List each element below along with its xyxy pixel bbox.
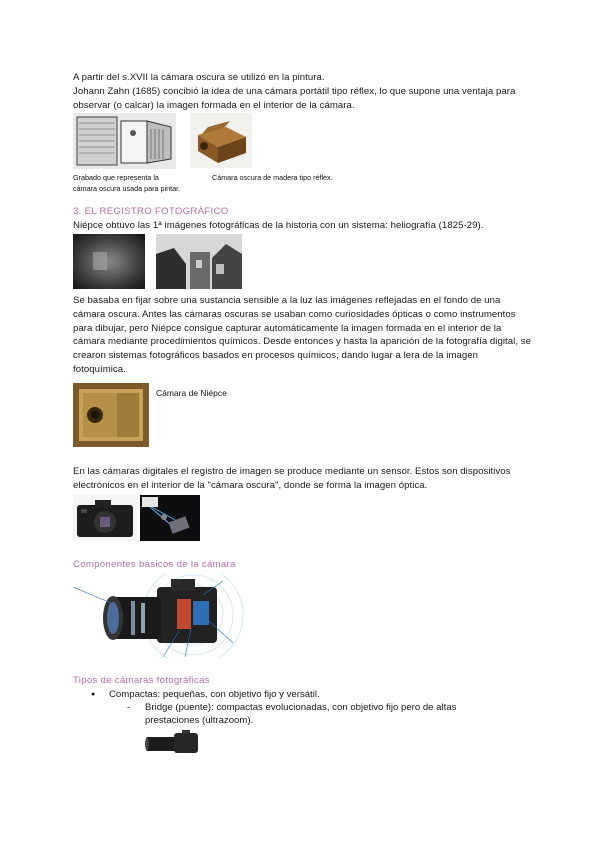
bridge-camera-image	[144, 730, 200, 754]
heliography-image-1	[73, 234, 145, 289]
wooden-camera-caption: Cámara oscura de madera tipo réflex.	[212, 173, 333, 182]
section-3-title: 3. EL REGISTRO FOTOGRÁFICO	[73, 206, 229, 217]
engraving-caption: Grabado que representa la cámara oscura usada para pintar.	[73, 173, 181, 193]
heliography-image-2	[156, 234, 242, 289]
bullet-marker: ●	[91, 691, 96, 698]
sensor-diagram-image	[140, 495, 200, 541]
wooden-reflex-camera-image	[190, 113, 252, 168]
bridge-item: Bridge (puente): compactas evolucionadas, con objetivo fijo pero de altas prestaciones (ultrazoom).	[145, 702, 457, 726]
camera-obscura-engraving-image	[73, 113, 176, 169]
components-title: Componentes básicos de la cámara	[73, 559, 236, 570]
niepce-camera-caption: Cámara de Niépce	[156, 388, 227, 398]
camera-types-title: Tipos de cámaras fotográficas	[73, 675, 210, 686]
dash-marker: -	[127, 702, 131, 713]
heliography-paragraph: Se basaba en fijar sobre una sustancia sensible a la luz las imágenes reflejadas en el fondo de una cámara oscura. Antes las cámaras oscuras se usaban como curiosidades ópticas o como instrumentos para dibujar, pero Niépce consigue capturar automáticamente la imagen formada en el interior de la cámara mediante procedimientos químicos. Desde entonces y hasta la aparición de la fotografía digital, se crearon sistemas fotográficos basados en procesos químicos, dando lugar a lera de la imagen fotoquímica.	[73, 295, 532, 375]
compactas-item: Compactas: pequeñas, con objetivo fijo y versátil.	[109, 689, 320, 700]
intro-line-2: Johann Zahn (1685) concibió la idea de una cámara portátil tipo réflex, lo que supone una ventaja para observar (o calcar) la imagen formada en el interior de la cámara.	[73, 86, 516, 111]
niepce-camera-image	[73, 383, 149, 447]
niepce-intro: Niépce obtuvo las 1ª imágenes fotográficas de la historia con un sistema: heliografía (1825-29).	[73, 220, 484, 231]
digital-camera-image	[73, 495, 137, 541]
digital-sensor-paragraph: En las cámaras digitales el registro de imagen se produce mediante un sensor. Estos son dispositivos electrónicos en el interior de la "cámara oscura", donde se forma la imagen óptica.	[73, 466, 511, 491]
camera-components-diagram	[73, 573, 245, 658]
intro-line-1: A partir del s.XVII la cámara oscura se utilizó en la pintura.	[73, 72, 325, 83]
